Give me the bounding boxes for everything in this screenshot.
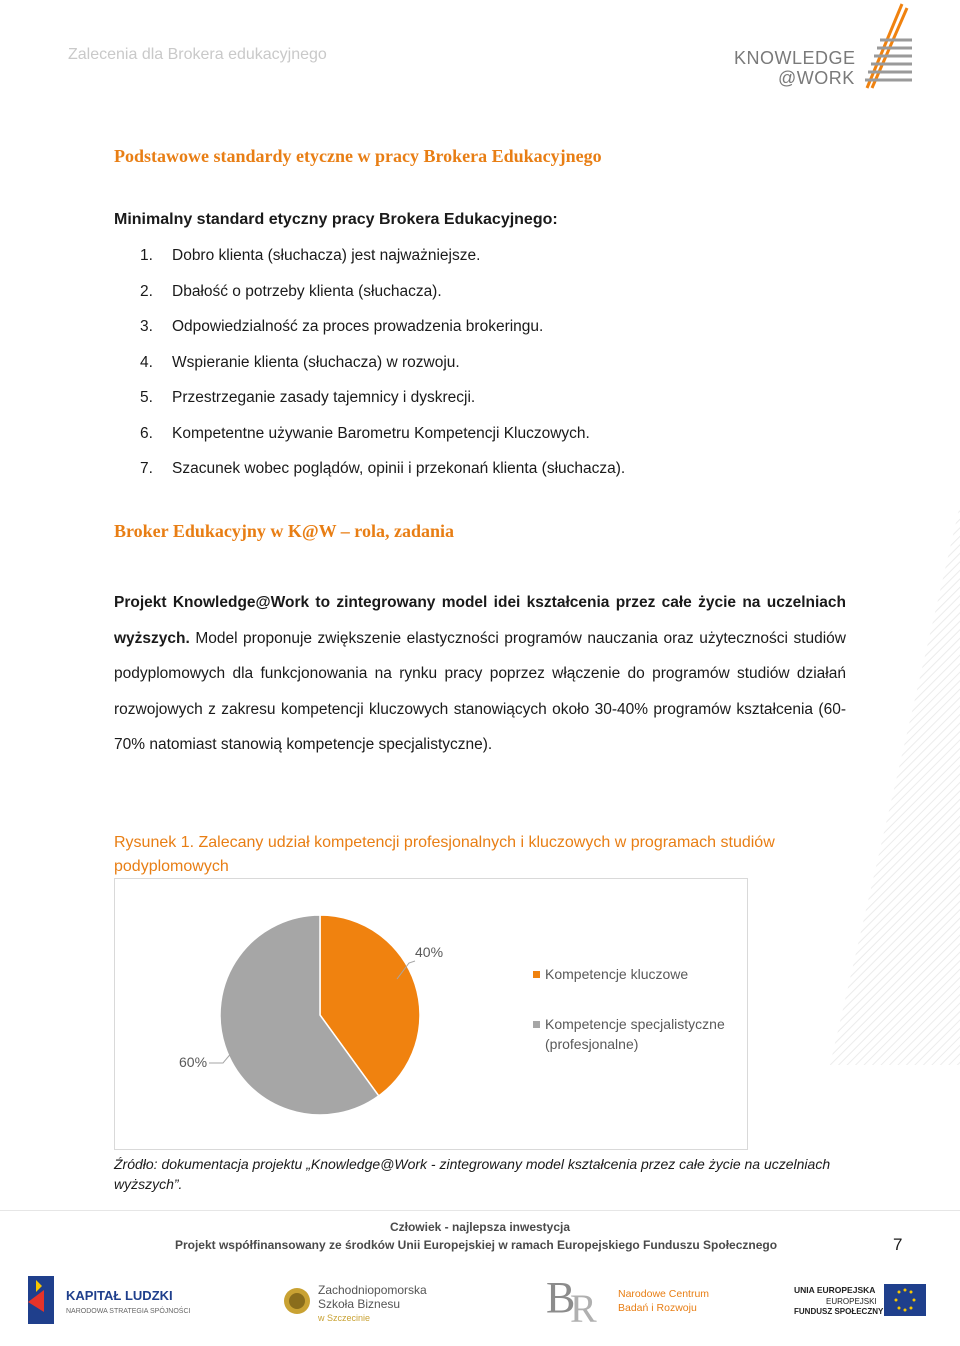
- standards-list: [140, 246, 625, 495]
- ncbr-emblem-icon: [546, 1268, 610, 1328]
- legend-label: (profesjonalne): [545, 1036, 639, 1052]
- zpsb-line1: Zachodniopomorska: [318, 1283, 427, 1297]
- ncbr-line1: Narodowe Centrum: [618, 1288, 710, 1300]
- ncbr-line2: Badań i Rozwoju: [618, 1302, 697, 1314]
- body-paragraph: [114, 585, 846, 763]
- list-item: 1. Dobro klienta (słuchacza) jest najważniejsze.: [140, 247, 481, 264]
- figure-source: Źródło: dokumentacja projektu „Knowledge@Work - zintegrowany model kształcenia przez całe życie na uczelniach wyższych”.: [114, 1156, 831, 1192]
- eu-efs-logo: [788, 1268, 938, 1330]
- paragraph-bold-lead: Projekt Knowledge@Work to zintegrowany model idei kształcenia przez całe życie na uczelniach wyższych.: [114, 594, 846, 647]
- section-heading-broker-role: Broker Edukacyjny w K@W – rola, zadania: [114, 521, 454, 541]
- paragraph-text: Model proponuje zwiększenie elastyczności programów nauczania oraz użyteczności studiów podyplomowych dla funkcjonowania na rynku pracy poprzez włączenie do programów studiów działań rozwojowych z zakresu kompetencji kluczowych stanowiących około 30-40% programów kształcenia (60-70% natomiast stanowią kompetencje specjalistyczne).: [114, 629, 846, 753]
- standards-subheading: Minimalny standard etyczny pracy Brokera Edukacyjnego:: [114, 211, 558, 228]
- kapital-ludzki-subtitle: NARODOWA STRATEGIA SPÓJNOŚCI: [66, 1308, 191, 1315]
- svg-text:R: R: [570, 1286, 597, 1328]
- ncbr-logo: [546, 1268, 716, 1330]
- header-title: Zalecenia dla Brokera edukacyjnego: [68, 46, 327, 63]
- figure-caption: Rysunek 1. Zalecany udział kompetencji profesjonalnych i kluczowych w programach studiów podyplomowych: [114, 834, 775, 875]
- logo-text-knowledge: KNOWLEDGE: [734, 48, 856, 68]
- logo-text-work: @WORK: [778, 68, 855, 88]
- data-label: 40%: [415, 944, 444, 960]
- zpsb-line2: Szkoła Biznesu: [318, 1297, 401, 1311]
- legend-label: Kompetencje kluczowe: [545, 966, 689, 982]
- section-heading-standards: Podstawowe standardy etyczne w pracy Brokera Edukacyjnego: [114, 146, 602, 166]
- pie-chart: [115, 879, 747, 1149]
- zpsb-logo: [282, 1268, 462, 1330]
- eu-flag-icon: [884, 1284, 926, 1316]
- zpsb-emblem-icon: [282, 1286, 312, 1316]
- list-item: 2. Dbałość o potrzeby klienta (słuchacza).: [140, 282, 442, 300]
- zpsb-line3: w Szczecinie: [318, 1313, 371, 1323]
- footer-slogan: Człowiek - najlepsza inwestycja: [389, 1220, 571, 1234]
- legend-swatch: [533, 971, 540, 978]
- legend-label: Kompetencje specjalistyczne: [545, 1016, 725, 1032]
- eu-line3: FUNDUSZ SPOŁECZNY: [794, 1307, 884, 1316]
- page-number: 7: [893, 1235, 903, 1254]
- kapital-ludzki-icon: [24, 1272, 58, 1328]
- list-item: 4. Wspieranie klienta (słuchacza) w rozwoju.: [140, 353, 460, 371]
- eu-line2: EUROPEJSKI: [826, 1297, 877, 1306]
- list-item: 6. Kompetentne używanie Barometru Kompetencji Kluczowych.: [140, 424, 590, 442]
- kapital-ludzki-logo: [24, 1268, 194, 1330]
- legend-swatch: [533, 1021, 540, 1028]
- data-label: 60%: [179, 1054, 208, 1070]
- list-item: 7. Szacunek wobec poglądów, opinii i przekonań klienta (słuchacza).: [140, 460, 626, 477]
- svg-text:B: B: [546, 1273, 576, 1322]
- knowledge-at-work-logo: [732, 0, 922, 92]
- footer-divider: [0, 1210, 960, 1211]
- pie-chart-frame: [114, 878, 748, 1150]
- kapital-ludzki-title: KAPITAŁ LUDZKI: [66, 1288, 173, 1303]
- eu-line1: UNIA EUROPEJSKA: [794, 1285, 876, 1295]
- footer-cofinancing: Projekt współfinansowany ze środków Unii Europejskiej w ramach Europejskiego Funduszu Społecznego: [174, 1238, 778, 1252]
- list-item: 3. Odpowiedzialność za proces prowadzenia brokeringu.: [140, 318, 544, 335]
- list-item: 5. Przestrzeganie zasady tajemnicy i dyskrecji.: [140, 389, 476, 406]
